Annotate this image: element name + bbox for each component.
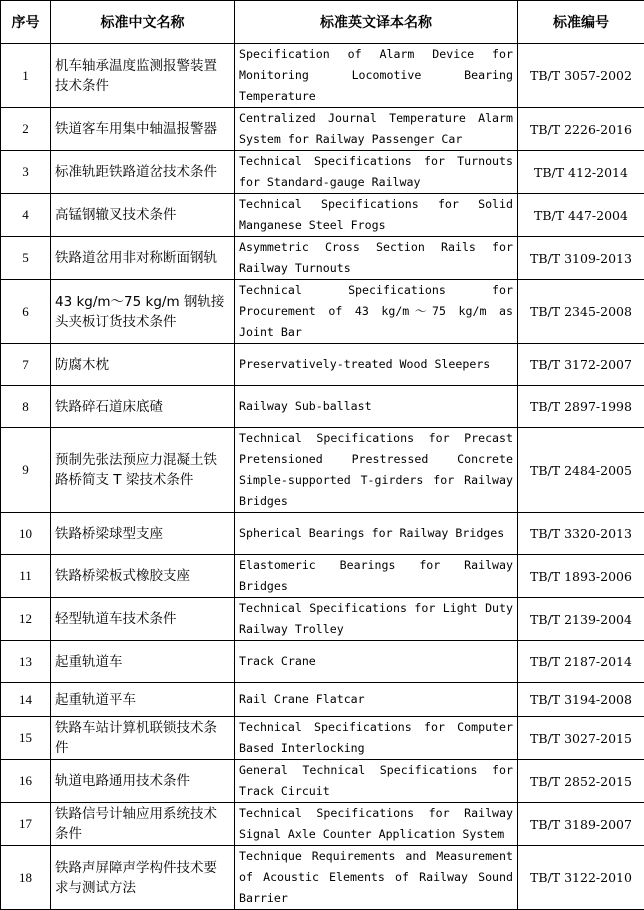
table-row	[1, 386, 644, 428]
standard-code-cell: TB/T 1893-2006	[518, 555, 644, 598]
english-name-cell: Technical Specifications for Precast Pretensioned Prestressed Concrete Simple-supported T-girders for Railway Bridges	[235, 428, 518, 513]
row-number: 1	[1, 44, 51, 108]
chinese-name-cell: 标准轨距铁路道岔技术条件	[51, 151, 235, 194]
row-number: 17	[1, 803, 51, 846]
chinese-name-cell: 起重轨道平车	[51, 683, 235, 717]
table-row	[1, 44, 644, 108]
standard-code-cell: TB/T 2139-2004	[518, 598, 644, 641]
table-row	[1, 344, 644, 386]
chinese-name-cell: 防腐木枕	[51, 344, 235, 386]
row-number: 15	[1, 717, 51, 760]
standard-code-cell: TB/T 2852-2015	[518, 760, 644, 803]
standard-code-cell: TB/T 2226-2016	[518, 108, 644, 151]
standard-code-cell: TB/T 3194-2008	[518, 683, 644, 717]
row-number: 16	[1, 760, 51, 803]
english-name-cell: Rail Crane Flatcar	[235, 683, 518, 717]
chinese-name-cell: 铁路信号计轴应用系统技术条件	[51, 803, 235, 846]
english-name-cell: Technical Specifications for Turnouts for Standard-gauge Railway	[235, 151, 518, 194]
table-row	[1, 641, 644, 683]
row-number: 5	[1, 237, 51, 280]
english-name-cell: Centralized Journal Temperature Alarm System for Railway Passenger Car	[235, 108, 518, 151]
standard-code-cell: TB/T 2484-2005	[518, 428, 644, 513]
table-row	[1, 717, 644, 760]
row-number: 12	[1, 598, 51, 641]
table-row	[1, 555, 644, 598]
standard-code-cell: TB/T 3057-2002	[518, 44, 644, 108]
table-row	[1, 513, 644, 555]
standard-code-cell: TB/T 3189-2007	[518, 803, 644, 846]
row-number: 18	[1, 846, 51, 910]
chinese-name-cell: 轻型轨道车技术条件	[51, 598, 235, 641]
row-number: 9	[1, 428, 51, 513]
standard-code-cell: TB/T 3122-2010	[518, 846, 644, 910]
row-number: 3	[1, 151, 51, 194]
header-no: 序号	[1, 1, 51, 44]
table-row	[1, 683, 644, 717]
row-number: 10	[1, 513, 51, 555]
chinese-name-cell: 轨道电路通用技术条件	[51, 760, 235, 803]
table-row	[1, 428, 644, 513]
english-name-cell: Technical Specifications for Procurement of 43 kg/m～75 kg/m as Joint Bar	[235, 280, 518, 344]
english-name-cell: Spherical Bearings for Railway Bridges	[235, 513, 518, 555]
english-name-cell: Technical Specifications for Light Duty Railway Trolley	[235, 598, 518, 641]
standard-code-cell: TB/T 412-2014	[518, 151, 644, 194]
english-name-cell: Track Crane	[235, 641, 518, 683]
table-row	[1, 803, 644, 846]
table-row	[1, 151, 644, 194]
row-number: 6	[1, 280, 51, 344]
header-chinese-name: 标准中文名称	[51, 1, 235, 44]
chinese-name-cell: 铁路碎石道床底碴	[51, 386, 235, 428]
chinese-name-cell: 起重轨道车	[51, 641, 235, 683]
chinese-name-cell: 43 kg/m～75 kg/m 钢轨接头夹板订货技术条件	[51, 280, 235, 344]
standard-code-cell: TB/T 3027-2015	[518, 717, 644, 760]
standard-code-cell: TB/T 447-2004	[518, 194, 644, 237]
english-name-cell: Preservatively-treated Wood Sleepers	[235, 344, 518, 386]
chinese-name-cell: 铁路声屏障声学构件技术要求与测试方法	[51, 846, 235, 910]
table-row	[1, 280, 644, 344]
chinese-name-cell: 铁路道岔用非对称断面钢轨	[51, 237, 235, 280]
chinese-name-cell: 机车轴承温度监测报警装置技术条件	[51, 44, 235, 108]
row-number: 4	[1, 194, 51, 237]
table-row	[1, 194, 644, 237]
english-name-cell: Railway Sub-ballast	[235, 386, 518, 428]
chinese-name-cell: 铁路桥梁板式橡胶支座	[51, 555, 235, 598]
row-number: 13	[1, 641, 51, 683]
english-name-cell: Technical Specifications for Railway Signal Axle Counter Application System	[235, 803, 518, 846]
standard-code-cell: TB/T 2897-1998	[518, 386, 644, 428]
row-number: 11	[1, 555, 51, 598]
english-name-cell: General Technical Specifications for Track Circuit	[235, 760, 518, 803]
table-row	[1, 108, 644, 151]
chinese-name-cell: 铁路车站计算机联锁技术条件	[51, 717, 235, 760]
chinese-name-cell: 铁道客车用集中轴温报警器	[51, 108, 235, 151]
standard-code-cell: TB/T 3172-2007	[518, 344, 644, 386]
english-name-cell: Technique Requirements and Measurement of Acoustic Elements of Railway Sound Barrier	[235, 846, 518, 910]
english-name-cell: Elastomeric Bearings for Railway Bridges	[235, 555, 518, 598]
table-row	[1, 760, 644, 803]
standard-code-cell: TB/T 3320-2013	[518, 513, 644, 555]
chinese-name-cell: 铁路桥梁球型支座	[51, 513, 235, 555]
standard-code-cell: TB/T 2345-2008	[518, 280, 644, 344]
table-row	[1, 237, 644, 280]
chinese-name-cell: 高锰钢辙叉技术条件	[51, 194, 235, 237]
chinese-name-cell: 预制先张法预应力混凝土铁路桥简支 T 梁技术条件	[51, 428, 235, 513]
header-english-name: 标准英文译本名称	[235, 1, 518, 44]
header-standard-code: 标准编号	[518, 1, 644, 44]
english-name-cell: Technical Specifications for Computer Based Interlocking	[235, 717, 518, 760]
standard-code-cell: TB/T 2187-2014	[518, 641, 644, 683]
english-name-cell: Specification of Alarm Device for Monitoring Locomotive Bearing Temperature	[235, 44, 518, 108]
row-number: 8	[1, 386, 51, 428]
row-number: 2	[1, 108, 51, 151]
table-row	[1, 598, 644, 641]
english-name-cell: Asymmetric Cross Section Rails for Railway Turnouts	[235, 237, 518, 280]
standard-code-cell: TB/T 3109-2013	[518, 237, 644, 280]
table-header-row	[1, 1, 644, 44]
row-number: 14	[1, 683, 51, 717]
english-name-cell: Technical Specifications for Solid Manganese Steel Frogs	[235, 194, 518, 237]
table-row	[1, 846, 644, 910]
row-number: 7	[1, 344, 51, 386]
